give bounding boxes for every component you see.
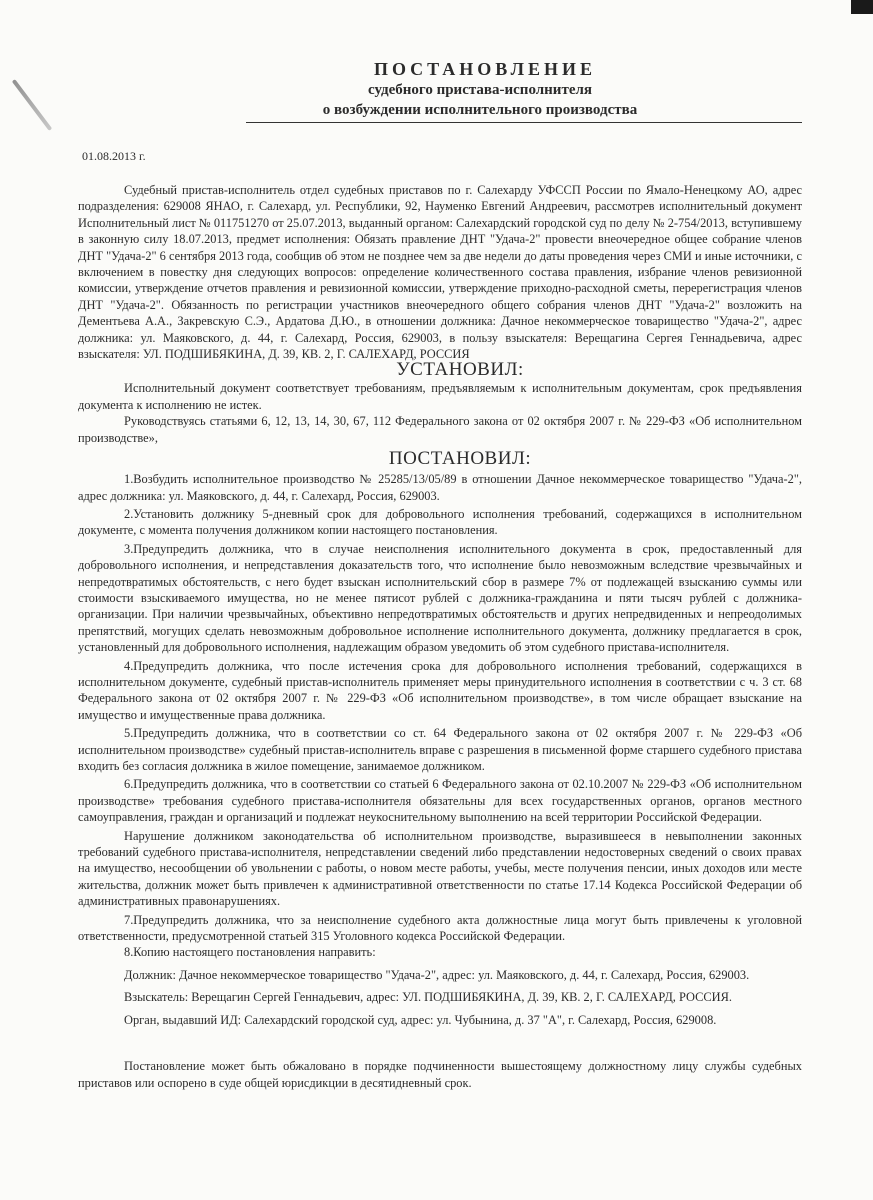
resolution-item: 4.Предупредить должника, что после истечения срока для добровольного исполнения требований, содержащихся в исполнительном документе, судебный пристав-исполнитель применяет меры принудительного исполнения в соответствии с ч. 3 ст. 68 Федерального закона от 02 октября 2007 г. № 229-ФЗ «Об исполнительном производстве», в том числе обращает взыскание на имущество и имущественные права должника. [78, 658, 802, 722]
copy-heading: 8.Копию настоящего постановления направить: [124, 945, 376, 960]
resolution-item: 1.Возбудить исполнительное производство № 25285/13/05/89 в отношении Дачное некоммерческое товарищество "Удача-2", адрес должника: ул. Маяковского, д. 44, г. Салехард, Россия, 629003. [78, 472, 802, 503]
resolution-item: 5.Предупредить должника, что в соответствии со ст. 64 Федерального закона от 02 октября 2007 г. № 229-ФЗ «Об исполнительном производстве» судебный пристав-исполнитель вправе с разрешения в письменной форме старшего судебного пристава входить без согласия должника в жилое помещение, занимаемое должником. [78, 726, 802, 773]
document-title: ПОСТАНОВЛЕНИЕ [373, 59, 597, 79]
intro-paragraph: Судебный пристав-исполнитель отдел судебных приставов по г. Салехарду УФССП России по Ямало-Ненецкому АО, адрес подразделения: 629008 ЯНАО, г. Салехард, ул. Республики, 92, Науменко Евгений Андреевич, рассмотрев исполнительный документ Исполнительный лист № 011751270 от 25.07.2013, выданный органом: Салехардский городской суд по делу № 2-754/2013, вступившему в законную силу 18.07.2013, предмет исполнения: Обязать правление ДНТ "Удача-2" провести внеочередное общее собрание членов ДНТ "Удача-2" 6 сентября 2013 года, сообщив об этом не позднее чем за две недели до даты проведения через СМИ и иные источники, с включением в повестку дня следующих вопросов: определение количественного состава правления, избрание членов ревизионной комиссии, утверждение отчетов правления и ревизионной комиссии, утверждение приходно-расходной сметы, перерегистрация членов ДНТ "Удача-2". Обязанность по регистрации участников внеочередного общего собрания членов ДНТ "Удача-2" возложить на Дементьева А.А., Закревскую С.Э., Ардатова Д.Ю., в отношении должника: Дачное некоммерческое товарищество "Удача-2", адрес должника: ул. Маяковского, д. 44, г. Салехард, Россия, 629003, в пользу взыскателя: Верещагина Сергея Геннадьевича, адрес взыскателя: УЛ. ПОДШИБЯКИНА, Д. 39, КВ. 2, Г. САЛЕХАРД, РОССИЯ [78, 183, 802, 362]
recipient-issuing-body: Орган, выдавший ИД: Салехардский городской суд, адрес: ул. Чубынина, д. 37 "А", г. Салехард, Россия, 629008. [124, 1012, 717, 1027]
staple-mark [12, 79, 53, 131]
resolution-item: 6.Предупредить должника, что в соответствии со статьей 6 Федерального закона от 02.10.2007 № 229-ФЗ «Об исполнительном производстве» требования судебного пристава-исполнителя обязательны для всех государственных органов, органов местного самоуправления, граждан и организаций и подлежат неукоснительному выполнению на всей территории Российской Федерации. [78, 777, 802, 825]
document-subtitle: судебного пристава-исполнителя [367, 82, 593, 98]
document-date: 01.08.2013 г. [82, 149, 146, 163]
corner-scan-mark [851, 0, 873, 14]
recipient-debtor: Должник: Дачное некоммерческое товарищество "Удача-2", адрес: ул. Маяковского, д. 44, г. Салехард, Россия, 629003. [124, 967, 750, 982]
appeal-paragraph: Постановление может быть обжаловано в порядке подчиненности вышестоящему должностному лицу службы судебных приставов или оспорено в суде общей юрисдикции в десятидневный срок. [78, 1059, 802, 1090]
section-established-heading: УСТАНОВИЛ: [396, 359, 524, 381]
violation-note: Нарушение должником законодательства об исполнительном производстве, выразившееся в невыполнении законных требований судебного пристава-исполнителя, непредставлении сведений либо представлении недостоверных сведений о своих правах на имущество, несообщении об увольнении с работы, о новом месте работы, учебы, месте получения пенсии, иных доходов или месте жительства, должник может быть привлечен к административной ответственности по статье 17.14 Кодекса Российской Федерации об административных правонарушениях. [78, 828, 802, 909]
title-underline [246, 122, 802, 123]
section-resolved-heading: ПОСТАНОВИЛ: [388, 448, 532, 470]
established-paragraph: Исполнительный документ соответствует требованиям, предъявляемым к исполнительным документам, срок предъявления документа к исполнению не истек. [78, 381, 802, 412]
document-subject: о возбуждении исполнительного производства [322, 102, 638, 118]
document-body [78, 182, 802, 1091]
established-paragraph: Руководствуясь статьями 6, 12, 13, 14, 30, 67, 112 Федерального закона от 02 октября 2007 г. № 229-ФЗ «Об исполнительном производстве», [78, 414, 802, 445]
resolution-item: 3.Предупредить должника, что в случае неисполнения исполнительного документа в срок, предоставленный для добровольного исполнения, и непредставления доказательств того, что исполнение было невозможным вследствие чрезвычайных и непредотвратимых обстоятельств, с него будет взыскан исполнительский сбор в размере 7% от подлежащей взысканию суммы или стоимости взыскиваемого имущества, но не менее пятисот рублей с должника-гражданина и пяти тысяч рублей с должника-организации. При наличии чрезвычайных, объективно непредотвратимых обстоятельств и других непредвиденных и непреодолимых препятствий, могущих сделать невозможным добровольное исполнение исполнительного документа, должнику предлагается в срок, установленный для добровольного исполнения, надлежащим образом уведомить об этом судебного пристава-исполнителя. [78, 541, 802, 655]
document-page [78, 58, 802, 1091]
resolution-item: 7.Предупредить должника, что за неисполнение судебного акта должностные лица могут быть привлечены к уголовной ответственности, предусмотренной статьей 315 Уголовного кодекса Российской Федерации. [78, 912, 802, 944]
resolution-item: 2.Установить должнику 5-дневный срок для добровольного исполнения требований, содержащихся в исполнительном документе, с момента получения должником копии настоящего постановления. [78, 506, 802, 538]
recipient-claimant: Взыскатель: Верещагин Сергей Геннадьевич, адрес: УЛ. ПОДШИБЯКИНА, Д. 39, КВ. 2, Г. САЛЕХАРД, РОССИЯ. [124, 990, 732, 1005]
